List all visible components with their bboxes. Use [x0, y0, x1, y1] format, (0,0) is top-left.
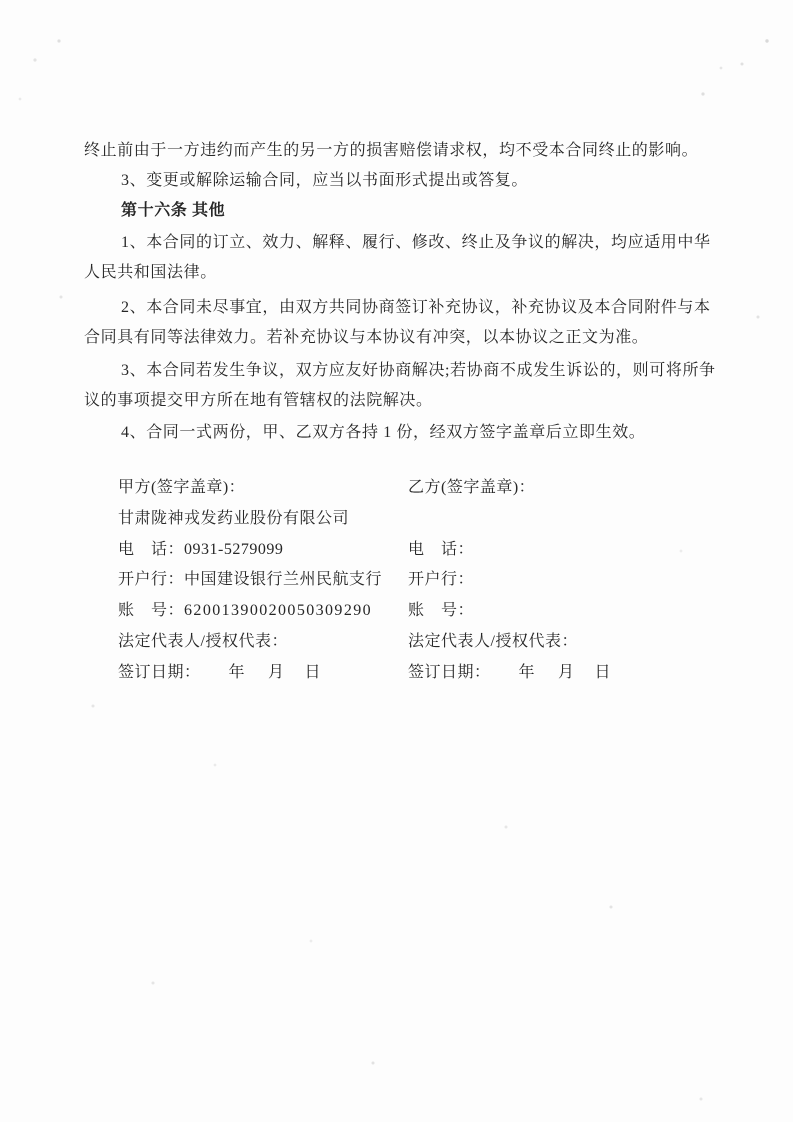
- phone-value: 0931-5279099: [184, 540, 284, 558]
- party-b-date-row: [408, 658, 718, 689]
- party-b-signature-block: [408, 473, 718, 689]
- paragraph-line: 2、本合同未尽事宜，由双方共同协商签订补充协议，补充协议及本合同附件与本: [121, 299, 711, 316]
- party-a-representative-row: 法定代表人/授权代表：: [118, 632, 288, 650]
- party-b-company-blank: [408, 504, 718, 535]
- party-b-title: 乙方(签字盖章)：: [408, 479, 536, 496]
- paragraph-line: 人民共和国法律。: [84, 264, 217, 281]
- month-label: 月: [268, 663, 285, 681]
- date-label: 签订日期：: [118, 663, 201, 681]
- party-a-account-row: [118, 596, 408, 627]
- party-a-bank-row: [118, 565, 408, 596]
- year-label: 年: [228, 663, 246, 681]
- bank-value: 中国建设银行兰州民航支行: [184, 571, 383, 589]
- paragraph-line: 议的事项提交甲方所在地有管辖权的法院解决。: [84, 392, 433, 409]
- party-b-phone-row: [408, 535, 718, 566]
- party-b-bank-row: [408, 565, 718, 596]
- account-value: 62001390020050309290: [184, 602, 373, 620]
- clause-heading: 第十六条 其他: [121, 202, 226, 219]
- paragraph-line: 4、合同一式两份，甲、乙双方各持 1 份，经双方签字盖章后立即生效。: [121, 424, 646, 441]
- party-a-phone-row: [118, 535, 408, 566]
- party-a-company: 甘肃陇神戎发药业股份有限公司: [118, 509, 350, 527]
- date-label: 签订日期：: [408, 663, 491, 681]
- party-b-account-row: [408, 596, 718, 627]
- party-b-representative-row: 法定代表人/授权代表：: [408, 632, 578, 650]
- party-a-date-row: [118, 658, 408, 689]
- contract-body: [84, 136, 716, 448]
- paragraph-line: 合同具有同等法律效力。若补充协议与本协议有冲突，以本协议之正文为准。: [84, 329, 649, 346]
- month-label: 月: [558, 663, 575, 681]
- account-label: 账 号：: [118, 602, 185, 620]
- year-label: 年: [518, 663, 536, 681]
- scan-noise: [0, 0, 2, 2]
- party-a-signature-block: [118, 473, 408, 689]
- bank-label: 开户行：: [408, 571, 475, 589]
- party-a-title: 甲方(签字盖章)：: [118, 479, 246, 496]
- paragraph-line: 3、本合同若发生争议，双方应友好协商解决;若协商不成发生诉讼的，则可将所争: [121, 362, 716, 379]
- day-label: 日: [594, 663, 612, 681]
- paragraph-line: 1、本合同的订立、效力、解释、履行、修改、终止及争议的解决，均应适用中华: [121, 234, 711, 251]
- paragraph-line: 终止前由于一方违约而产生的另一方的损害赔偿请求权，均不受本合同终止的影响。: [84, 142, 699, 159]
- phone-label: 电 话：: [408, 540, 475, 558]
- account-label: 账 号：: [408, 602, 475, 620]
- paragraph-line: 3、变更或解除运输合同，应当以书面形式提出或答复。: [121, 172, 529, 189]
- phone-label: 电 话：: [118, 540, 185, 558]
- day-label: 日: [304, 663, 322, 681]
- bank-label: 开户行：: [118, 571, 185, 589]
